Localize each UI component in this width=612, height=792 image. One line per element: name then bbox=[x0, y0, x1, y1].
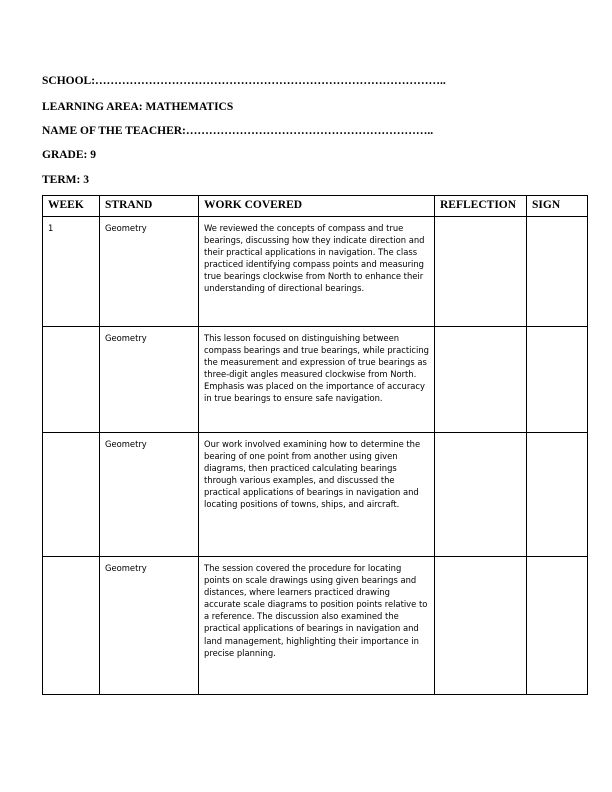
strand-cell: Geometry bbox=[100, 217, 199, 327]
table-header-row bbox=[43, 196, 588, 217]
reflection-cell[interactable] bbox=[435, 327, 527, 433]
table-row bbox=[43, 217, 588, 327]
sign-cell[interactable] bbox=[527, 557, 588, 695]
column-header-strand: STRAND bbox=[100, 196, 199, 217]
table-row bbox=[43, 327, 588, 433]
learning-area: LEARNING AREA: MATHEMATICS bbox=[42, 101, 234, 113]
reflection-cell[interactable] bbox=[435, 433, 527, 557]
work-record-table bbox=[42, 195, 588, 695]
table-row bbox=[43, 433, 588, 557]
table-row bbox=[43, 557, 588, 695]
sign-cell[interactable] bbox=[527, 327, 588, 433]
sign-cell[interactable] bbox=[527, 217, 588, 327]
grade-label: GRADE: 9 bbox=[42, 149, 96, 161]
week-cell bbox=[43, 433, 100, 557]
column-header-reflection: REFLECTION bbox=[435, 196, 527, 217]
column-header-sign: SIGN bbox=[527, 196, 588, 217]
work-covered-cell: This lesson focused on distinguishing between compass bearings and true bearings, while practicing the measurement and expression of true bearings as three-digit angles measured clockwise from North. Emphasis was placed on the importance of accuracy in true bearings to ensure safe navigation. bbox=[199, 327, 435, 433]
school-field: SCHOOL:……………………………………………………………………………….. bbox=[42, 75, 446, 87]
column-header-work-covered: WORK COVERED bbox=[199, 196, 435, 217]
term-label: TERM: 3 bbox=[42, 174, 89, 186]
column-header-week: WEEK bbox=[43, 196, 100, 217]
strand-cell: Geometry bbox=[100, 327, 199, 433]
sign-cell[interactable] bbox=[527, 433, 588, 557]
week-cell: 1 bbox=[43, 217, 100, 327]
strand-cell: Geometry bbox=[100, 557, 199, 695]
week-cell bbox=[43, 327, 100, 433]
work-covered-cell: We reviewed the concepts of compass and true bearings, discussing how they indicate direction and their practical applications in navigation. The class practiced identifying compass points and measuring true bearings clockwise from North to enhance their understanding of directional bearings. bbox=[199, 217, 435, 327]
reflection-cell[interactable] bbox=[435, 557, 527, 695]
week-cell bbox=[43, 557, 100, 695]
work-covered-cell: Our work involved examining how to determine the bearing of one point from another using given diagrams, then practiced calculating bearings through various examples, and discussed the practical applications of bearings in navigation and locating positions of towns, ships, and aircraft. bbox=[199, 433, 435, 557]
work-covered-cell: The session covered the procedure for locating points on scale drawings using given bearings and distances, where learners practiced drawing accurate scale diagrams to position points relative to a reference. The discussion also examined the practical applications of bearings in navigation and land management, highlighting their importance in precise planning. bbox=[199, 557, 435, 695]
strand-cell: Geometry bbox=[100, 433, 199, 557]
reflection-cell[interactable] bbox=[435, 217, 527, 327]
teacher-name-field: NAME OF THE TEACHER:……………………………………………………….. bbox=[42, 125, 434, 137]
